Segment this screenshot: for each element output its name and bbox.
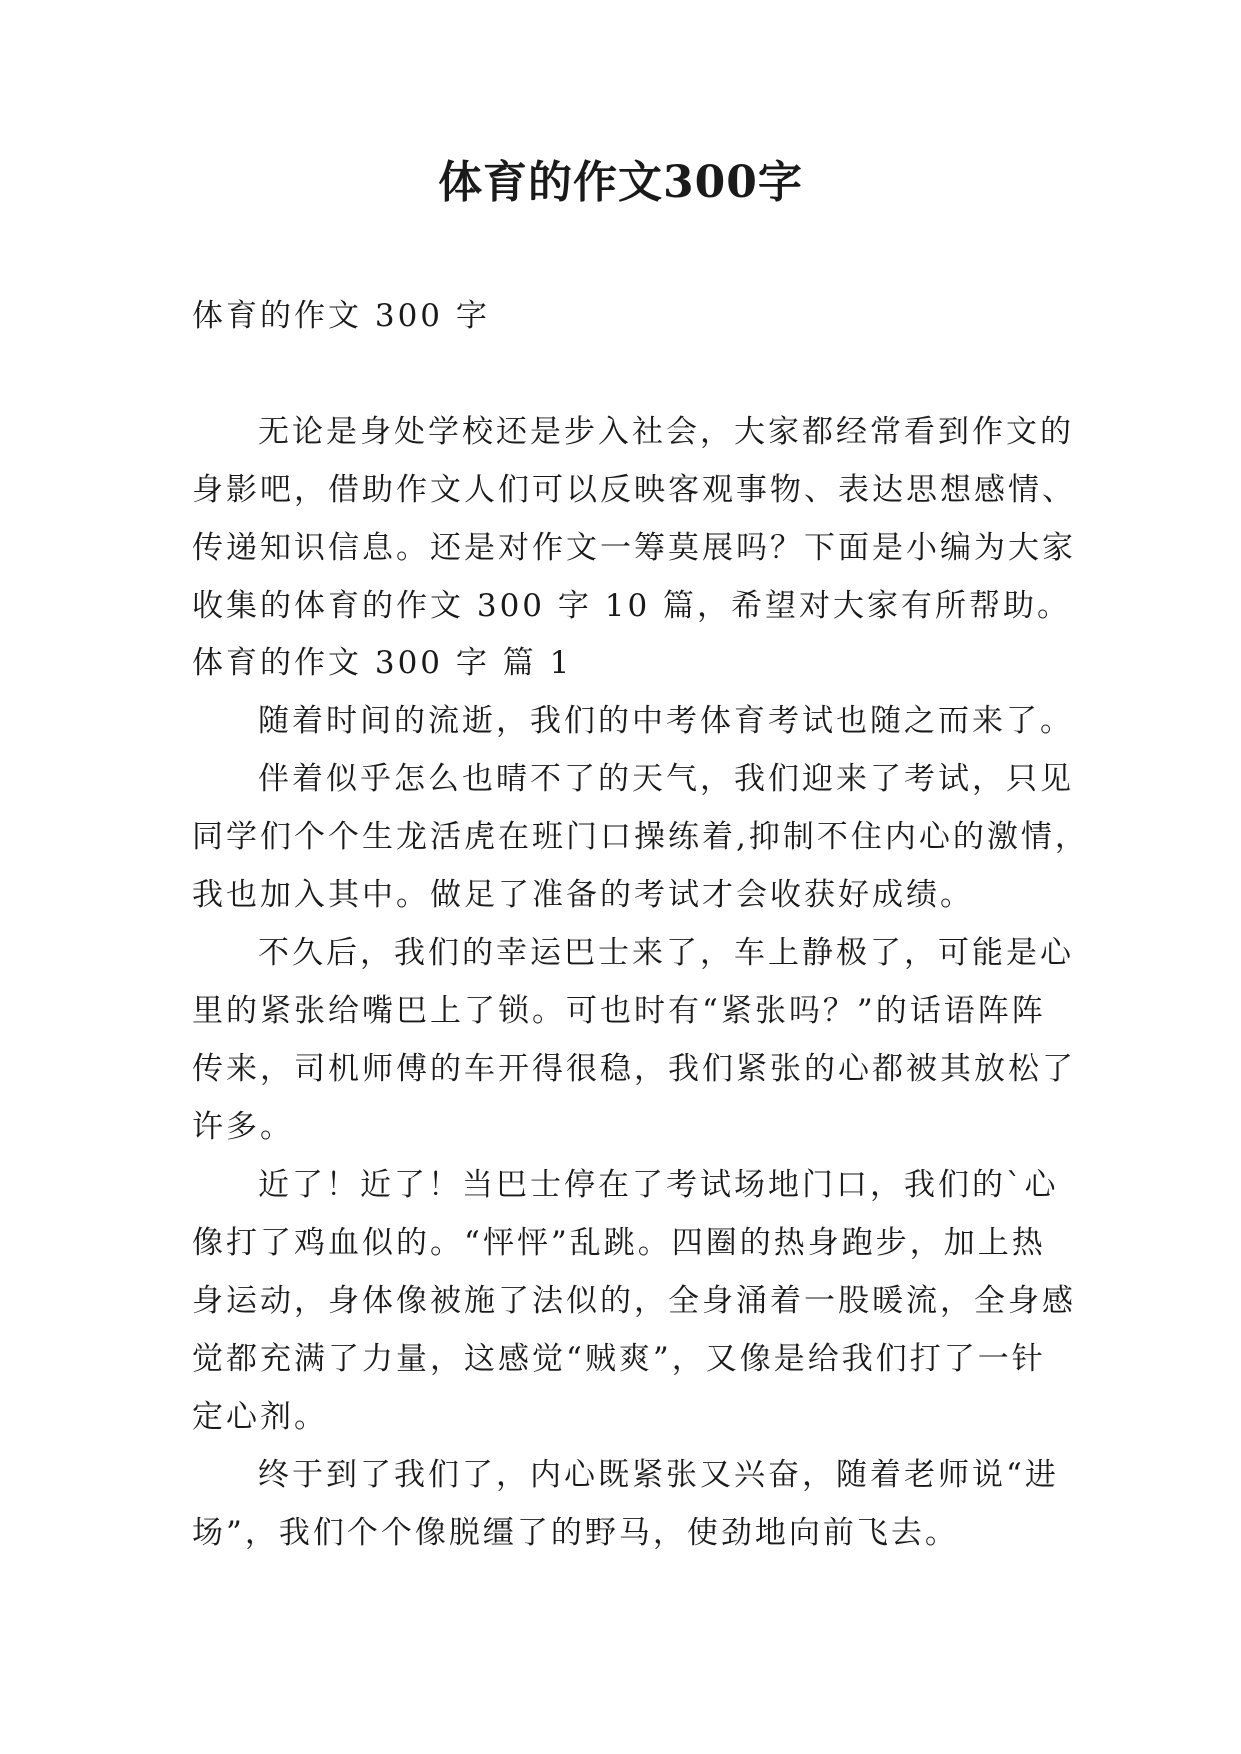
text-line: 传来，司机师傅的车开得很稳，我们紧张的心都被其放松了 (192, 1051, 1076, 1087)
text-line: 里的紧张给嘴巴上了锁。可也时有“紧张吗？”的话语阵阵 (192, 993, 1046, 1029)
text-line: 场”，我们个个像脱缰了的野马，使劲地向前飞去。 (192, 1515, 959, 1551)
text-line: 我也加入其中。做足了准备的考试才会收获好成绩。 (192, 877, 974, 913)
text-line: 无论是身处学校还是步入社会，大家都经常看到作文的 (258, 414, 1074, 450)
text-line: 同学们个个生龙活虎在班门口操练着,抑制不住内心的激情， (192, 819, 1089, 855)
text-line: 收集的体育的作文 300 字 10 篇，希望对大家有所帮助。 (192, 588, 1072, 624)
text-line: 定心剂。 (192, 1399, 328, 1435)
text-line: 终于到了我们了，内心既紧张又兴奋，随着老师说“进 (258, 1457, 1059, 1493)
text-line: 觉都充满了力量，这感觉“贼爽”，又像是给我们打了一针 (192, 1341, 1046, 1377)
text-line: 近了！近了！当巴士停在了考试场地门口，我们的`心 (258, 1167, 1059, 1203)
text-line: 随着时间的流逝，我们的中考体育考试也随之而来了。 (258, 703, 1074, 739)
text-line: 像打了鸡血似的。“怦怦”乱跳。四圈的热身跑步，加上热 (192, 1225, 1046, 1261)
text-line: 身影吧，借助作文人们可以反映客观事物、表达思想感情、 (192, 472, 1076, 508)
subtitle-line: 体育的作文 300 字 (192, 298, 490, 334)
text-line: 伴着似乎怎么也晴不了的天气，我们迎来了考试，只见 (258, 761, 1074, 797)
text-line: 传递知识信息。还是对作文一筹莫展吗？下面是小编为大家 (192, 530, 1076, 566)
text-line: 许多。 (192, 1109, 294, 1145)
document-title: 体育的作文300字 (438, 157, 803, 208)
text-line: 身运动，身体像被施了法似的，全身涌着一股暖流，全身感 (192, 1283, 1076, 1319)
text-line: 不久后，我们的幸运巴士来了，车上静极了，可能是心 (258, 935, 1074, 971)
section-heading: 体育的作文 300 字 篇 1 (192, 645, 573, 681)
